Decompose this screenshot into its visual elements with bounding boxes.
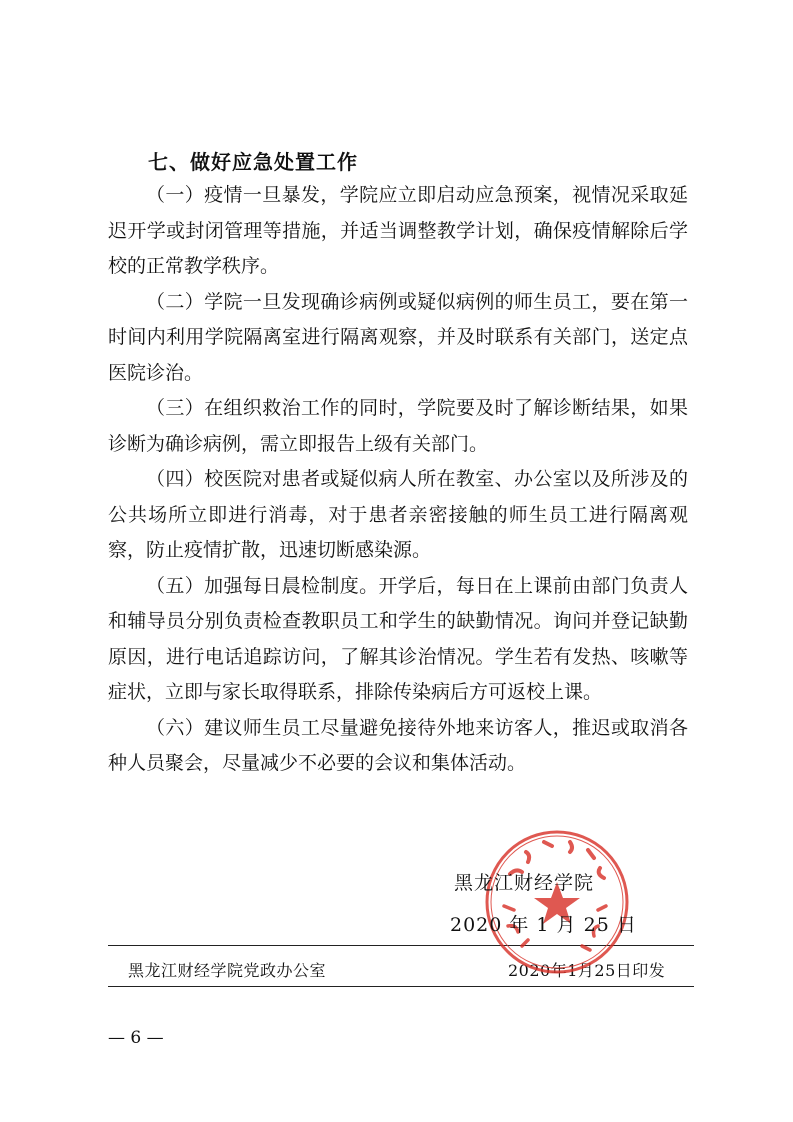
signature-organization: 黑龙江财经学院: [454, 872, 595, 894]
paragraph-2: （二）学院一旦发现确诊病例或疑似病例的师生员工，要在第一时间内利用学院隔离室进行隔离观察，并及时联系有关部门，送定点医院诊治。: [108, 290, 688, 384]
paragraph-5: （五）加强每日晨检制度。开学后，每日在上课前由部门负责人和辅导员分别负责检查教职员工和学生的缺勤情况。询问并登记缺勤原因，进行电话追踪访问，了解其诊治情况。学生若有发热、咳嗽等症状，立即与家长取得联系，排除传染病后方可返校上课。: [108, 574, 688, 703]
signature-date: 2020 年 1 月 25 日: [450, 914, 637, 936]
body-text: [108, 178, 688, 782]
official-seal-stamp: [482, 822, 632, 982]
page-number: — 6 —: [108, 1028, 164, 1048]
footer-issuer: 黑龙江财经学院党政办公室: [128, 961, 327, 980]
paragraph-3: （三）在组织救治工作的同时，学院要及时了解诊断结果，如果诊断为确诊病例，需立即报告上级有关部门。: [108, 397, 688, 455]
paragraph-4: （四）校医院对患者或疑似病人所在教室、办公室以及所涉及的公共场所立即进行消毒，对于患者亲密接触的师生员工进行隔离观察，防止疫情扩散，迅速切断感染源。: [108, 468, 688, 561]
footer-issue-date: 2020年1月25日印发: [508, 961, 666, 980]
section-heading: 七、做好应急处置工作: [148, 150, 358, 174]
paragraph-1: （一）疫情一旦暴发，学院应立即启动应急预案，视情况采取延迟开学或封闭管理等措施，并适当调整教学计划，确保疫情解除后学校的正常教学秩序。: [108, 184, 688, 277]
paragraph-6: （六）建议师生员工尽量避免接待外地来访客人，推迟或取消各种人员聚会，尽量减少不必要的会议和集体活动。: [108, 716, 688, 774]
footer-bottom-rule: [108, 986, 694, 987]
